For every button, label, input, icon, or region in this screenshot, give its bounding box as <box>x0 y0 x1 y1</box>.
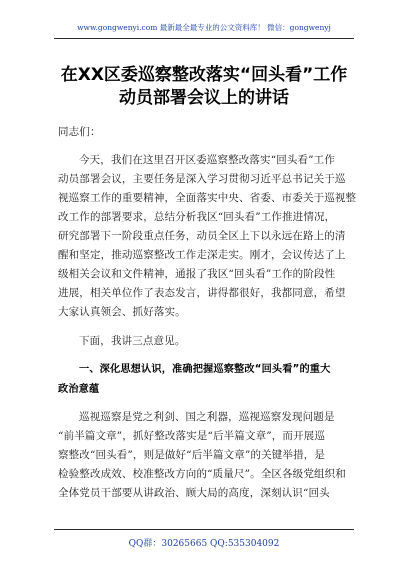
body-line: “前半篇文章”，抓好整改落实是“后半篇文章”，而开展巡 <box>58 430 326 442</box>
header-banner: www.gongwenyi.com 最新最全最专业的公文资料库！ 微信：gongwenyj <box>77 23 331 32</box>
section-heading-line-1: 一、深化思想认识，准确把握巡察整改“回头看”的重大 <box>79 364 331 375</box>
body-line: 大家认真领会、抓好落实。 <box>58 306 186 318</box>
body-line: 醒和坚定，推动巡察整改工作走深走实。刚才，会议传达了上 <box>58 249 346 261</box>
section-heading-line-2: 政治意蕴 <box>58 384 100 395</box>
salutation: 同志们： <box>58 126 101 138</box>
footer-divider <box>54 529 354 530</box>
body-line: 下面，我讲三点意见。 <box>79 335 186 347</box>
header-divider <box>54 38 354 39</box>
body-line: 视巡察工作的重要精神，全面落实中央、省委、市委关于巡视整 <box>58 192 357 204</box>
body-line: 察整改“回头看”，则是做好“后半篇文章”的关键举措，是 <box>58 449 326 461</box>
body-line: 今天，我们在这里召开区委巡察整改落实“回头看”工作 <box>79 154 335 166</box>
body-line: 研究部署下一阶段重点任务，动员全区上下以永远在路上的清 <box>58 230 346 242</box>
document-title-line-2: 动员部署会议上的讲话 <box>119 88 289 108</box>
document-title-line-1: 在XX区委巡察整改落实“回头看”工作 <box>60 65 348 85</box>
body-line: 动员部署会议，主要任务是深入学习贯彻习近平总书记关于巡 <box>58 173 346 185</box>
body-line: 改工作的部署要求，总结分析我区“回头看”工作推进情况， <box>58 211 336 223</box>
body-line: 进展，相关单位作了表态发言，讲得都很好，我都同意，希望 <box>58 287 346 299</box>
footer-contact: QQ群：30265665 QQ:535304092 <box>128 539 280 549</box>
body-line: 巡视巡察是党之利剑、国之利器，巡视巡察发现问题是 <box>79 411 335 423</box>
body-line: 全体党员干部要从讲政治、顾大局的高度，深刻认识“回头 <box>58 487 330 499</box>
body-line: 检验整改成效、校准整改方向的“质量尺”。全区各级党组织和 <box>58 468 346 480</box>
body-line: 级相关会议和文件精神，通报了我区“回头看”工作的阶段性 <box>58 268 336 280</box>
